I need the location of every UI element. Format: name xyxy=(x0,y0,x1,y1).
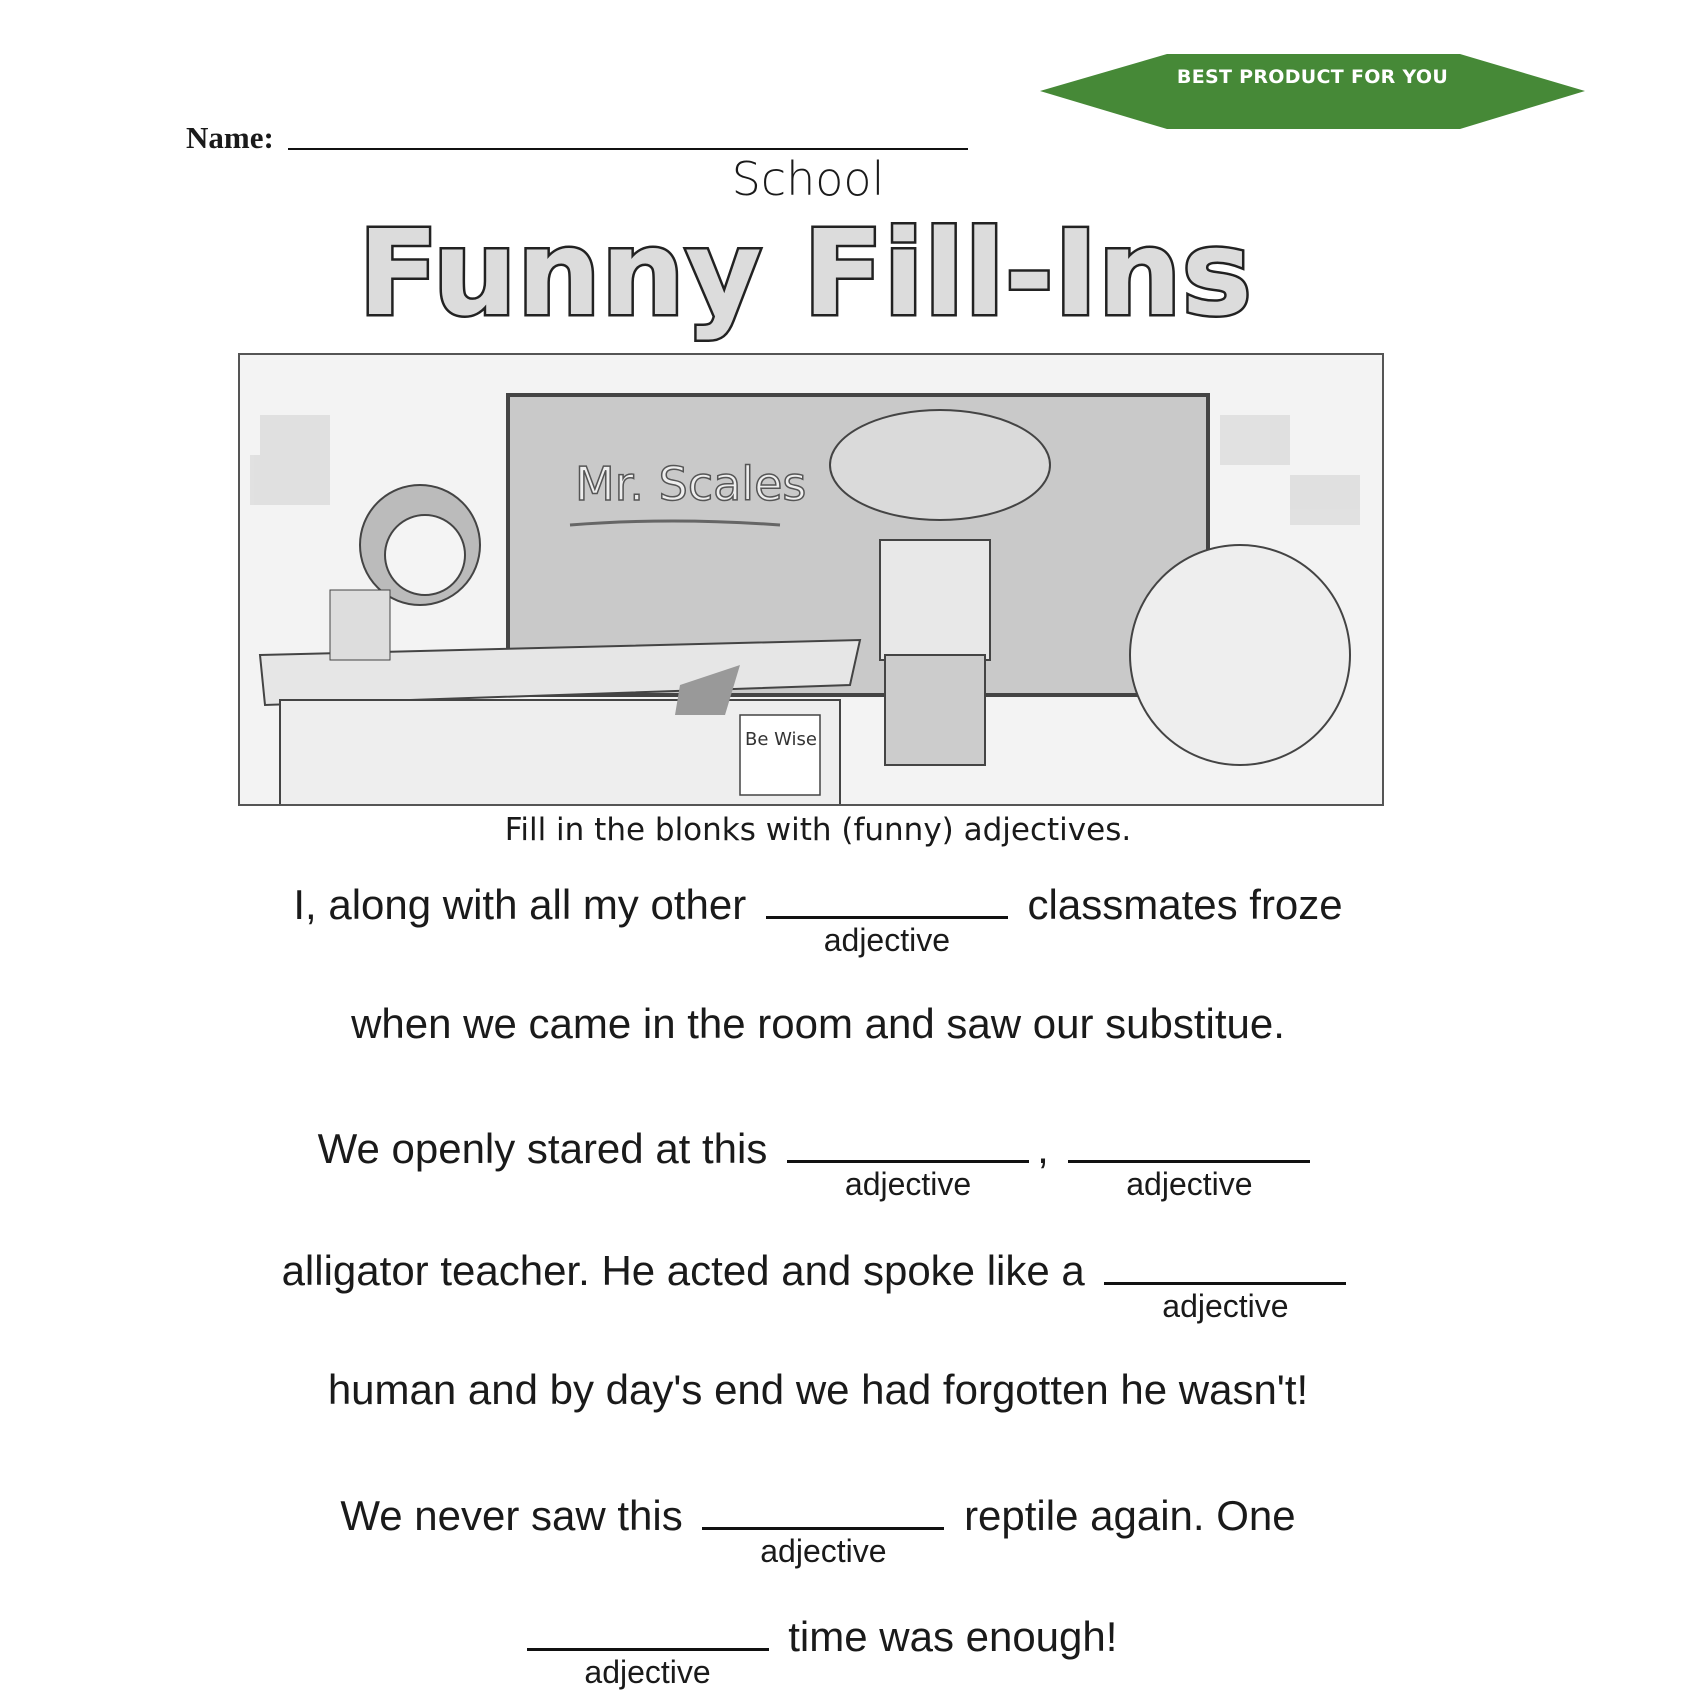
text: We never saw this xyxy=(340,1492,683,1539)
best-product-banner xyxy=(1040,54,1585,129)
adjective-blank[interactable] xyxy=(787,1122,1029,1202)
adjective-blank[interactable] xyxy=(766,878,1008,958)
alligator-head xyxy=(830,410,1050,520)
text: reptile again. One xyxy=(964,1492,1296,1539)
adjective-blank[interactable] xyxy=(527,1610,769,1690)
blank-label: adjective xyxy=(823,922,951,958)
story-line-7 xyxy=(0,1610,1636,1690)
text: We openly stared at this xyxy=(317,1125,768,1172)
text: alligator teacher. He acted and spoke like a xyxy=(281,1247,1085,1294)
worksheet-title xyxy=(330,196,1280,356)
subtitle: School xyxy=(731,152,885,206)
adjective-blank[interactable] xyxy=(1068,1122,1310,1202)
board-text: Mr. Scales xyxy=(575,457,807,511)
story-line-2: when we came in the room and saw our substitue. xyxy=(351,1000,1285,1047)
boy xyxy=(1130,545,1350,765)
name-label: Name: xyxy=(186,120,274,155)
text: classmates froze xyxy=(1027,881,1343,928)
poster-text: Be Wise xyxy=(745,729,817,750)
text: I, along with all my other xyxy=(293,881,747,928)
name-field[interactable] xyxy=(288,148,968,150)
banner-label: BEST PRODUCT FOR YOU xyxy=(1176,66,1449,88)
classroom-illustration xyxy=(238,353,1384,806)
instructions: Fill in the blonks with (funny) adjectives. xyxy=(504,812,1132,848)
comma: , xyxy=(1037,1125,1049,1172)
story-line-1 xyxy=(0,878,1636,958)
story-line-4 xyxy=(0,1244,1636,1324)
blank-label: adjective xyxy=(760,1533,887,1569)
blank-label: adjective xyxy=(844,1166,972,1202)
adjective-blank[interactable] xyxy=(702,1489,944,1569)
blank-label: adjective xyxy=(1162,1288,1289,1324)
text: time was enough! xyxy=(788,1613,1118,1660)
blank-label: adjective xyxy=(1126,1166,1253,1202)
blank-label: adjective xyxy=(584,1654,711,1690)
story-line-5: human and by day's end we had forgotten he wasn't! xyxy=(327,1366,1309,1413)
title-text: Funny Fill-Ins xyxy=(358,204,1252,342)
adjective-blank[interactable] xyxy=(1104,1244,1346,1324)
story-line-3 xyxy=(0,1122,1636,1202)
books xyxy=(330,590,390,660)
story-line-6 xyxy=(0,1489,1636,1569)
